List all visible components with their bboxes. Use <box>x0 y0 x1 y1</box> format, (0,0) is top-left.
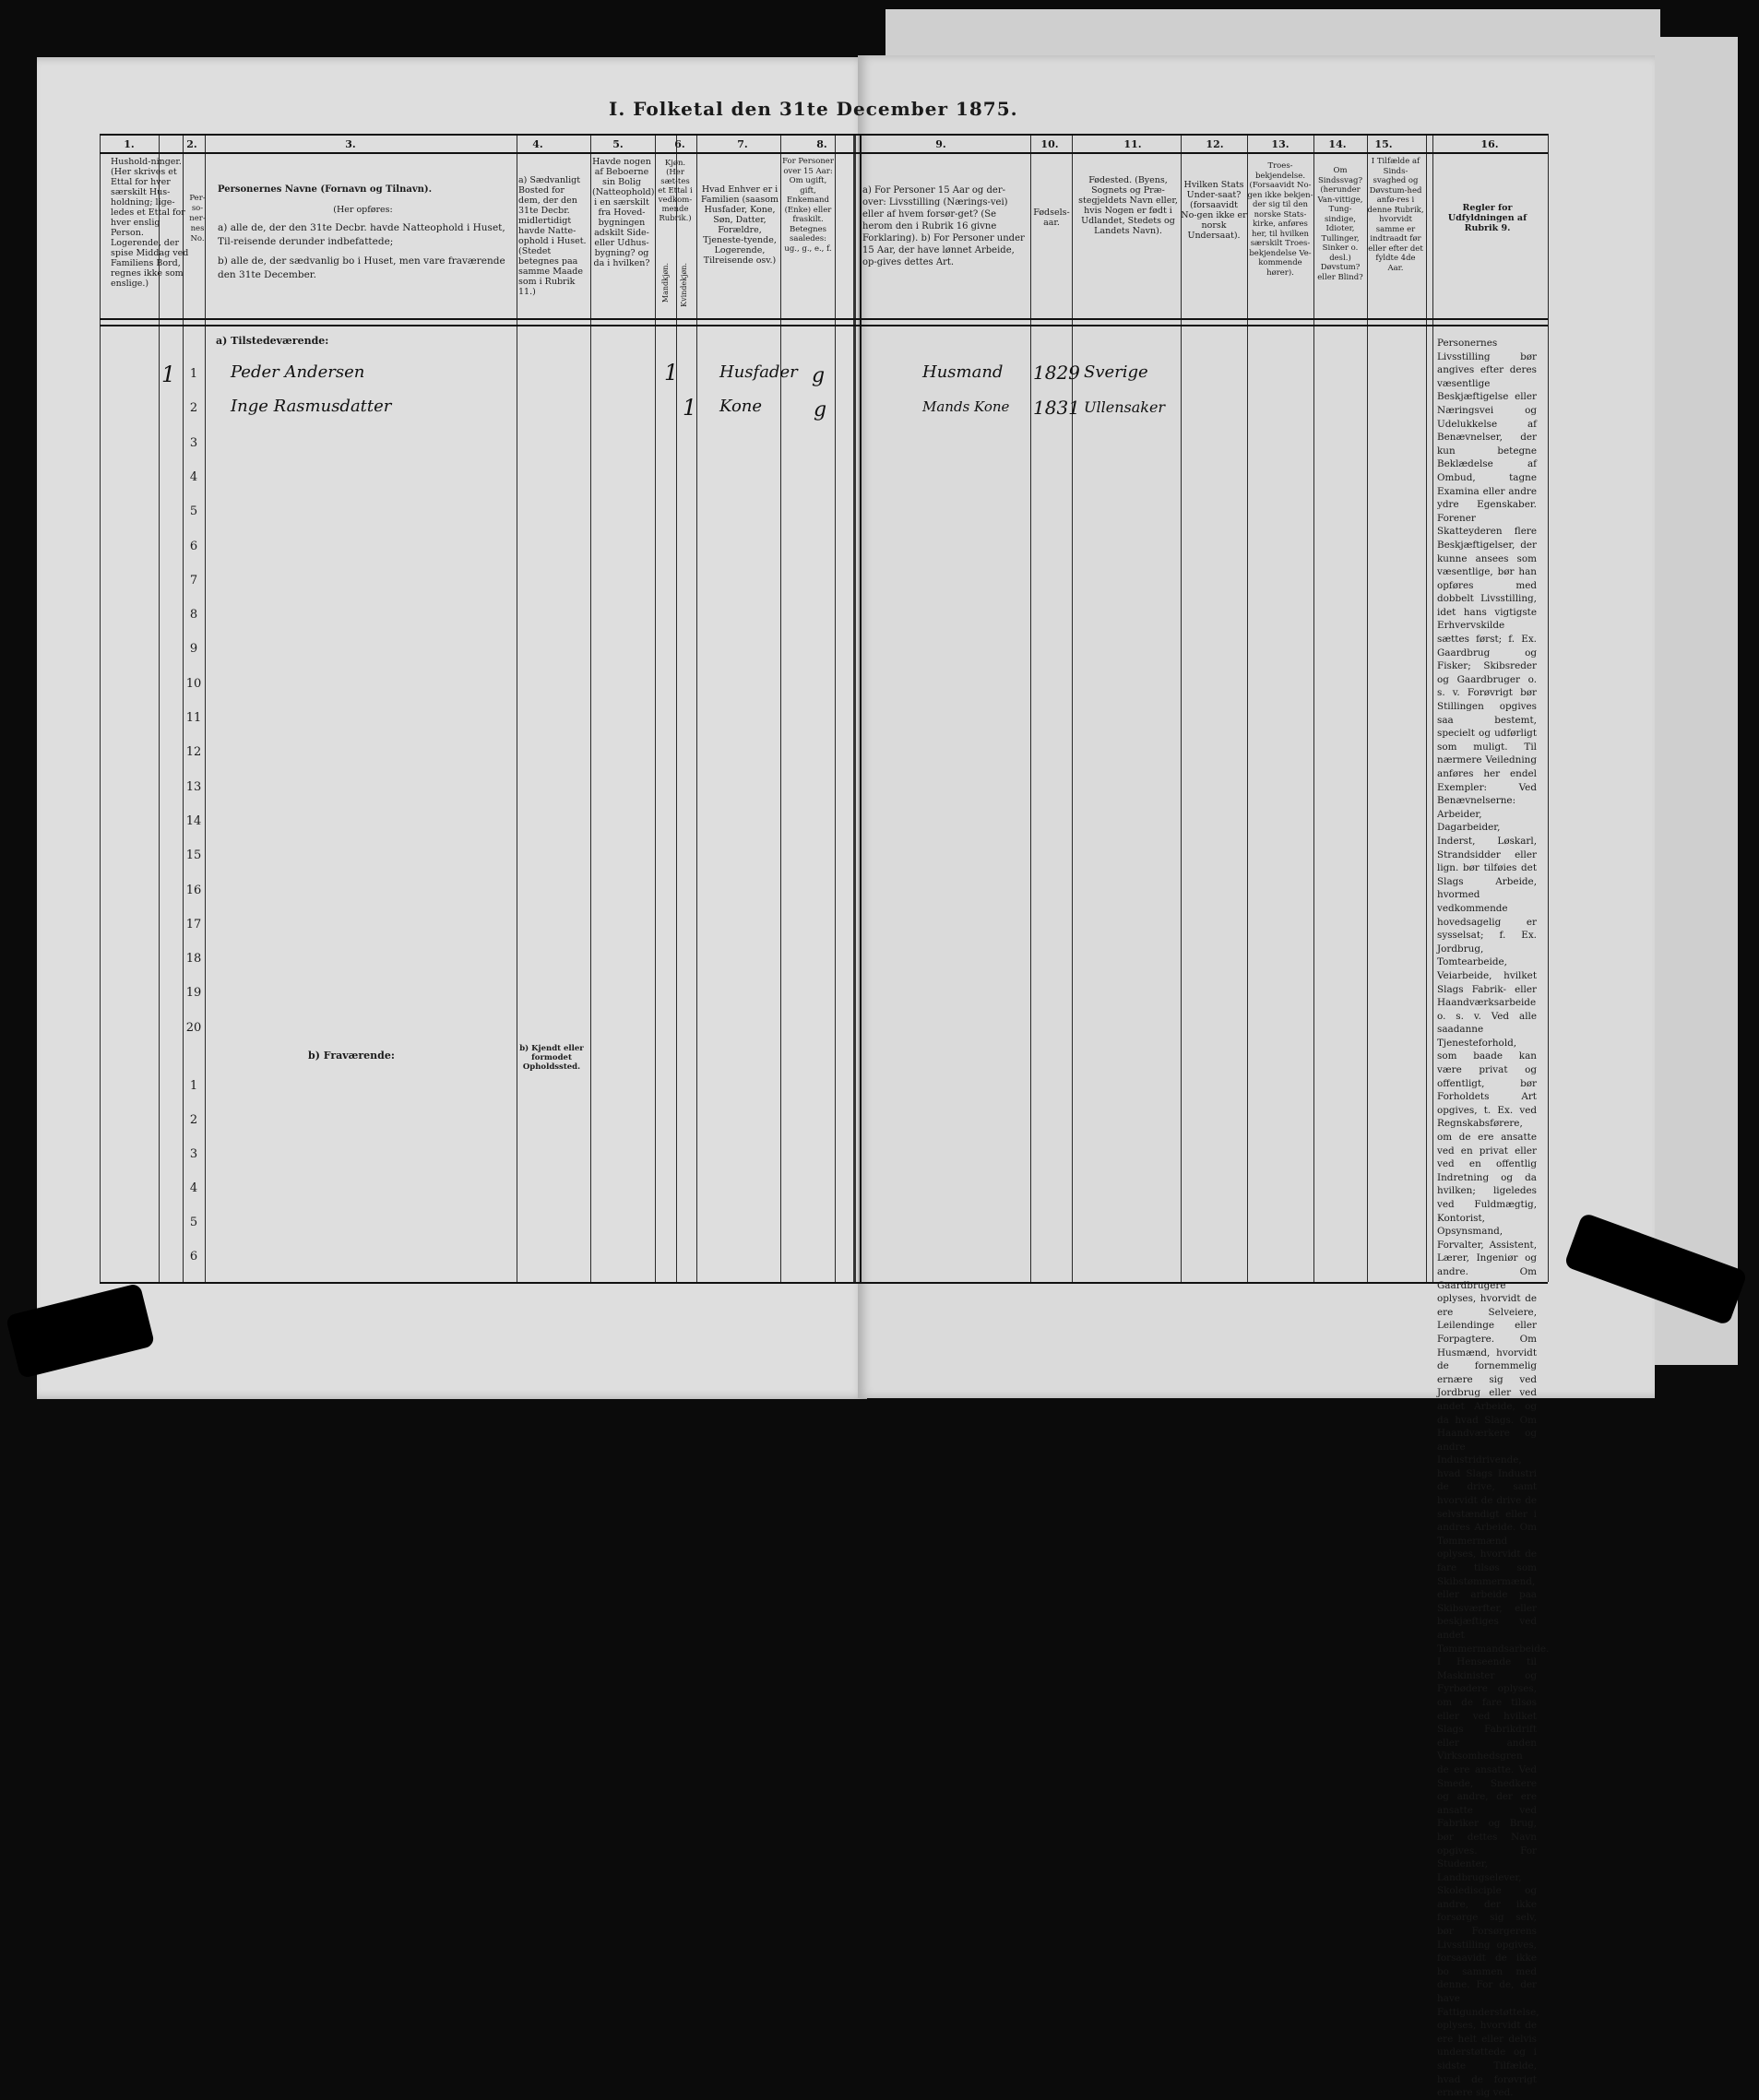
row-number: 19 <box>185 986 202 1001</box>
grid-column-line <box>1313 134 1314 1282</box>
row-number: 6 <box>189 539 198 553</box>
grid-column-line <box>655 134 656 1282</box>
grid-column-line <box>835 134 836 1282</box>
next-page-edge <box>1655 37 1738 1365</box>
column-number-9: 9. <box>935 138 946 150</box>
column-number-15: 15. <box>1374 138 1393 150</box>
entry-1-male: 1 <box>664 360 679 386</box>
absent-row-number: 1 <box>189 1079 198 1093</box>
row-number: 16 <box>185 883 202 897</box>
row-number: 9 <box>189 642 198 657</box>
row-number: 8 <box>189 608 198 623</box>
column-number-2: 2. <box>186 138 197 150</box>
header-onset: I Tilfælde af Sinds-svaghed og Døvstum-hed anfø-res i denne Rubrik, hvorvidt samme er indtraadt før eller efter det fyldte 4de Aar. <box>1367 157 1424 273</box>
column-number-13: 13. <box>1271 138 1290 150</box>
column-number-12: 12. <box>1206 138 1224 150</box>
entry-2-occupation: Mands Kone <box>922 398 1010 415</box>
header-rules: Regler for Udfyldningen af Rubrik 9. <box>1447 203 1527 233</box>
row-number: 4 <box>189 469 198 484</box>
grid-column-line <box>590 134 591 1282</box>
section-absent: b) Fraværende: <box>308 1050 395 1062</box>
grid-column-line <box>780 134 781 1282</box>
column-number-6: 6. <box>674 138 685 150</box>
column-number-1: 1. <box>124 138 135 150</box>
grid-column-line <box>1432 134 1433 1282</box>
grid-column-line <box>1548 134 1549 1282</box>
header-side-building: Havde nogen af Beboerne sin Bolig (Natteophold) i en særskilt fra Hoved-bygningen adskilt Side-eller Udhus-bygning? og da i hvilken? <box>592 157 655 268</box>
grid-header-line <box>100 318 1548 320</box>
column-number-16: 16. <box>1480 138 1499 150</box>
grid-header-line <box>100 134 1548 136</box>
absent-row-number: 5 <box>189 1216 198 1229</box>
grid-column-line <box>676 134 677 1282</box>
entry-1-role: Husfader <box>719 362 798 382</box>
entry-2-year: 1831 <box>1033 397 1080 419</box>
row-number: 18 <box>185 952 202 967</box>
header-person-no: Per-so-ner-nes No. <box>189 194 206 243</box>
entry-2-female: 1 <box>683 395 697 421</box>
header-names-a: a) alle de, der den 31te Decbr. havde Natteophold i Huset, Til-reisende derunder indbefattede; <box>218 222 505 247</box>
header-sex: Kjøn. (Her sæt-tes et Ettal i vedkom-mende Rubrik.) <box>658 159 693 223</box>
header-family-role: Hvad Enhver er i Familien (saasom Husfader, Kone, Søn, Datter, Forældre, Tjeneste-tyende, Logerende, Tilreisende osv.) <box>700 184 778 266</box>
absent-row-number: 3 <box>189 1147 198 1161</box>
header-citizenship: Hvilken Stats Under-saat? (forsaavidt No-gen ikke er norsk Undersaat). <box>1181 180 1247 241</box>
grid-column-line <box>1072 134 1073 1282</box>
next-page-strip <box>885 9 1660 60</box>
row-number: 5 <box>189 504 198 519</box>
row-number: 12 <box>185 745 202 760</box>
header-households: Hushold-ninger. (Her skrives et Ettal for hver særskilt Hus-holdning; lige-ledes et Ettal for hver enslig Person. Logerende, der spise Middag ved Familiens Bord, regnes ikke som enslige.) <box>111 157 189 289</box>
entry-1-occupation: Husmand <box>922 362 1004 382</box>
row-number: 14 <box>185 813 202 828</box>
column-number-8: 8. <box>816 138 827 150</box>
row-number: 20 <box>185 1020 202 1035</box>
row-number: 17 <box>185 917 202 931</box>
grid-column-line <box>696 134 697 1282</box>
grid-header-line <box>100 152 1548 154</box>
header-male: Mandkjøn. <box>661 263 670 303</box>
absent-row-number: 6 <box>189 1250 198 1264</box>
column-number-14: 14. <box>1328 138 1347 150</box>
row-number: 7 <box>189 573 198 587</box>
grid-column-line <box>1426 134 1427 1282</box>
header-female: Kvindekjøn. <box>680 263 688 307</box>
grid-column-line <box>1181 134 1182 1282</box>
grid-bottom-line <box>100 1282 1548 1284</box>
grid-header-line <box>100 325 1548 326</box>
grid-column-line <box>159 134 160 1282</box>
header-names-sub: (Her opføres: <box>333 205 393 215</box>
row-number: 2 <box>189 401 198 416</box>
header-names-title: Personernes Navne (Fornavn og Tilnavn). <box>218 184 433 195</box>
header-birthplace: Fødested. (Byens, Sognets og Præ-stegjeldets Navn eller, hvis Nogen er født i Udlandet, Stedets og Landets Navn). <box>1078 175 1178 236</box>
entry-2-birthplace: Ullensaker <box>1084 398 1166 416</box>
entry-1-name: Peder Andersen <box>231 362 365 382</box>
entry-1-civil: g <box>812 364 826 387</box>
column-number-3: 3. <box>345 138 356 150</box>
row-number: 3 <box>189 435 198 450</box>
header-occupation: a) For Personer 15 Aar og der-over: Livsstilling (Nærings-vei) eller af hvem forsør-get? (Se herom den i Rubrik 16 givne Forklaring). b) For Personer under 15 Aar, der have lønnet Arbeide, op-gives dettes Art. <box>862 185 1025 267</box>
header-birth-year: Fødsels-aar. <box>1033 208 1070 228</box>
column-number-4: 4. <box>532 138 543 150</box>
header-civil-status: For Personer over 15 Aar: Om ugift, gift, Enkemand (Enke) eller fraskilt. Betegnes saaledes: ug., g., e., f. <box>782 157 834 254</box>
header-names-b: b) alle de, der sædvanlig bo i Huset, men vare fraværende den 31te December. <box>218 255 505 280</box>
header-usual-residence: a) Sædvanligt Bosted for dem, der den 31te Decbr. midlertidigt havde Natte-ophold i Huset. (Stedet betegnes paa samme Maade som i Rubrik 11.) <box>518 175 587 297</box>
row-number: 11 <box>185 711 202 725</box>
row-number: 1 <box>189 367 198 381</box>
section-absent-residence: b) Kjendt eller formodet Opholdssted. <box>519 1044 584 1072</box>
header-religion: Troes-bekjendelse. (Forsaavidt No-gen ikke bekjen-der sig til den norske Stats-kirke, anføres her, til hvilken særskilt Troes-bekjendelse Ve-kommende hører). <box>1247 161 1313 278</box>
grid-column-line <box>100 134 101 1282</box>
entry-2-role: Kone <box>719 397 763 416</box>
page-gutter <box>853 134 856 1282</box>
grid-column-line <box>1367 134 1368 1282</box>
grid-column-line <box>1030 134 1031 1282</box>
header-disability: Om Sindssvag? (herunder Van-vittige, Tung-sindige, Idioter, Tullinger, Sinker o. desl.) Døvstum? eller Blind? <box>1317 166 1363 282</box>
column-number-11: 11. <box>1123 138 1142 150</box>
section-present: a) Tilstedeværende: <box>216 335 329 347</box>
entry-1-year: 1829 <box>1033 362 1080 384</box>
absent-row-number: 4 <box>189 1181 198 1195</box>
column-number-10: 10. <box>1040 138 1059 150</box>
rules-text: Personernes Livsstilling bør angives efter deres væsentlige Beskjæftigelse eller Næringsvei og Udelukkelse af Benævnelser, der kun betegne Beklædelse af Ombud, tagne Examina eller andre ydre Egenskaber. Forener Skatteyderen flere Beskjæftigelser, der kunne ansees som væsentlige, bør han opføres med dobbelt Livsstilling, idet hans vigtigste Erhvervskilde sættes først; f. Ex. Gaardbrug og Fisker; Skibsreder og Gaardbruger o. s. v. Forøvrigt bør Stillingen opgives saa bestemt, specielt og udførligt som muligt. Til nærmere Veiledning anføres her endel Exempler: Ved Benævnelserne: Arbeider, Dagarbeider, Inderst, Løskarl, Strandsidder eller lign. bør tilføies det Slags Arbeide, hvormed vedkommende hovedsagelig er sysselsat; f. Ex. Jordbrug, Tomtearbeide, Veiarbeide, hvilket Slags Fabrik- eller Haandværksarbeide o. s. v. Ved alle saadanne Tjenesteforhold, som baade kan være privat og offentligt, bør Forholdets Art opgives, t. Ex. ved Regnskabsførere, om de ere ansatte ved en privat eller ved en offentlig Indretning og da hvilken; ligeledes ved Fuldmægtig, Kontorist, Opsynsmand, Forvalter, Assistent, Lærer, Ingeniør og andre. Om Gaardbrugere oplyses, hvorvidt de ere Selveiere, Leilendinge eller Forpagtere. Om Husmænd, hvorvidt de fornemmelig ernære sig ved Jordbrug eller ved andet Arbeide, og da hvad Slags. Om Haandværkere og andre Industridrivende, hvad Slags Industri de drive, samt hvorvidt de drive de selvstændigt eller i andres Arbeide. Om Tømmermænd oplyses, hvorvidt de fare tilsøs som Skibstømmermænd, eller arbeide paa Skibsværfter, eller beskjæftiges ved andet Tømmermandsarbeide. I Henseende til Maskinister og Fyrbødere oplyses, om de fare tilsøs eller ved hvilket Slags Fabrikdrift eller anden Virksomhedsgren de ere ansatte. Ved Smede, Snedkere og andre, der ere ansatte ved Fabriker og Brug, bør dettes Navn opgives. For Studenter, Landbrugselever, Skoledisciple og andre, der ikke forsørge sig selv, bør Forsørgerens Livsstilling opgives, forsaavidt de ikke bo sammen med denne. For de, der have Fattigunderstøttelse, oplyses, hvorvidt de ere helt eller delvis understøttede og i sidste Tilfælde, hvad de forøvrigt ernære sig ved. <box>1437 338 1550 2099</box>
absent-row-number: 2 <box>189 1113 198 1127</box>
entry-1-birthplace: Sverige <box>1084 362 1148 382</box>
column-number-5: 5. <box>612 138 624 150</box>
grid-column-line <box>1247 134 1248 1282</box>
entry-2-civil: g <box>814 398 827 421</box>
row-number: 15 <box>185 848 202 863</box>
column-number-7: 7. <box>737 138 748 150</box>
row-number: 10 <box>185 676 202 691</box>
grid-column-line <box>860 134 862 1282</box>
entry-2-name: Inge Rasmusdatter <box>231 397 392 416</box>
page-title: I. Folketal den 31te December 1875. <box>609 98 1018 120</box>
grid-column-line <box>205 134 206 1282</box>
row-number: 13 <box>185 779 202 794</box>
grid-column-line <box>183 134 184 1282</box>
entry-1-household: 1 <box>161 362 176 387</box>
